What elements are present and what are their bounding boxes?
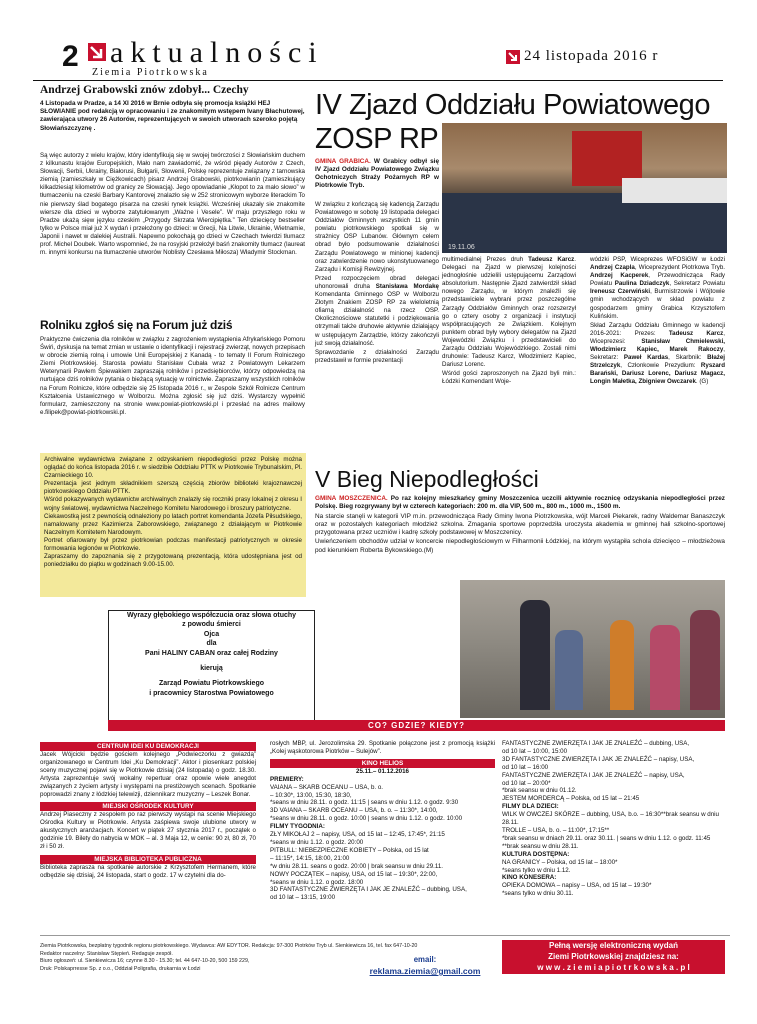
article-body-czechy bbox=[40, 152, 305, 258]
imprint-line: Ziemia Piotrkowska, bezpłatny tygodnik regionu piotrkowskiego. Wydawca: AW EDYTOR. Redakcja: 97-300 Piotrków Tryb ul. Sienkiewicza 16, tel. fax 647-10-20 bbox=[40, 943, 418, 949]
paragraph: Są więc autorzy z wielu krajów, który identyfikują się w swojej twórczości z Słowiańskim duchem z kilkunastu krajów Europejskich, Mało nam zawiadomić, że wśród pięady Autorów z Czech, Słowacji, Serbii, Ukrainy, Białorusi, Bułgarii, Słowenii, Polskę reprezentuje związany z tarnowska ziemią (zamieszkały w Ciężkowicach) pisarz Andrzej Grabowski, piotrkowianin (zamieszkujący kilkadziesiąt kilometrów od granicy ze Słowacją). Jego opowiadanie „Kłopot to za mało słowo” w tłumaczeniu na czeski Barbary Kantorovej znalazło się w 252 stronicowym wyborze literackim To nie pierwszy ślad bogatego pisarza na czeski rynek książki. Wcześniej ukazały sie znakomite wiersze dla dzieci w wyborze zatytułowanym „Ważne i Vesele”. W maju przyszłego roku w Pradze ukażą sięw języku czeskim „Przygody Skrzata Wiercipiętka.” Ten dziecięcy bestseller tylko w Polsce miał już X wydań i przełożony go dzieci: w Grecji, Na Litwie, Ukrainie, Wietnamie, Japonii i nawet w dalekiej Australii. Napewno pokochają go dzieci w Czechach twierdzi tłumacz prof. Michel Doubek. Warto wspomnieć, że na rosyjski przełożył baśń znakomity tłumacz (laureat m. innymi konkursu na tłumaczenie utworów Noblisty Czesława Miłosza) Władymir Stockman. bbox=[40, 152, 305, 257]
article-lead-zjazd bbox=[315, 158, 439, 190]
zjazd-photo bbox=[442, 123, 727, 253]
schedule-line: *seans tylko w dniu 1.12. bbox=[502, 866, 571, 874]
imprint-line: Biuro ogłoszeń: ul. Sienkiewicza 16; czynne 8.30 - 15.30; tel. 44 647-10-20, 500 159 229, bbox=[40, 958, 250, 964]
schedule-line: FANTASTYCZNE ZWIERZĘTA I JAK JE ZNALEŹĆ – dubbing, USA, bbox=[502, 740, 690, 747]
schedule-line: 3D VAIANA – SKARB OCEANU – USA, b. o. – 11:30*, 14:00, bbox=[270, 807, 438, 815]
events-column-2 bbox=[270, 740, 495, 902]
article-body-forum bbox=[40, 336, 305, 418]
paragraph: Archiwalne wydawnictwa związane z odzyskaniem niepodległości przez Polskę można oglądać do końca listopada 2016 r. w siedzibie Oddziału PTTK w Piotrkowie Trybunalskim, Pl. Czarnieckiego 10. bbox=[44, 456, 302, 480]
paragraph: GMINA MOSZCZENICA. Po raz kolejny mieszkańcy gminy Moszczenica uczcili aktywnie rocznicę odzyskania niepodległości przez Polskę. Bieg rozgrywany był w czterech kategoriach: 200 m. dla VIP, 500 m., 800 m., 1000 m., 1500 m. bbox=[315, 495, 726, 511]
condolence-line: Pani HALINY CABAN oraz całej Rodziny bbox=[145, 649, 278, 657]
article-lead-czechy: 4 Listopada w Pradze, a 14 XI 2016 w Brnie odbyła się promocja książki HEJ SŁOWIANIE pod redakcją w opracowaniu i ze znakomitym wstępem Ivany Błachutowej, zawierająca utwory 26 Autorów, reprezentujących w swoich utworach szeroko pojętą Słowiańszczyznę . bbox=[40, 100, 305, 132]
schedule-line: NOWY POCZĄTEK – napisy, USA, od 15 lat – 19:30*, 22:00, bbox=[270, 870, 438, 878]
paragraph: W związku z kończącą się kadencją Zarządu Powiatowego w sobotę 19 listopada delegaci Oddziałów Gminnych wszystkich 11 gmin powiatu piotrkowskiego spotkali się w strażnicy OSP Lubanów. Głównym celem obrad było podsumowanie działalności Zarządu Powiatowego w minionej kadencji oraz zatwierdzenie nowo ukonstytuowanego Zarządu i Komisji Rewizyjnej. bbox=[315, 201, 439, 273]
schedule-line: FANTASTYCZNE ZWIERZĘTA I JAK JE ZNALEŹĆ – napisy, USA, bbox=[502, 771, 685, 779]
paragraph: Ciekawostką jest z pewnością odnaleziony po latach portret komendanta Józefa Piłsudskiego, namalowany przez Kazimierza Zaborowskiego, związanego z działającym w Piotrkowie Naczelnym Komitetem Narodowym. bbox=[44, 512, 302, 536]
condolence-line: Wyrazy głębokiego współczucia oraz słowa otuchy bbox=[126, 612, 297, 619]
schedule-line: ZŁY MIKOŁAJ 2 – napisy, USA, od 15 lat – 12:45, 17:45*, 21:15 bbox=[270, 831, 445, 839]
kino-dates: 25.11.– 01.12.2016 bbox=[356, 767, 409, 775]
imprint-line: Druk: Polskaprresse Sp. z o.o., Oddział Poligrafia, drukarnia w Łodzi bbox=[40, 965, 201, 972]
paragraph: Wśród pokazywanych wydawnictw archiwalnych znalazły się roczniki prasy lokalnej z okresu I wojny światowej, wydawnictwa Naczelnego Komitetu Narodowego i broszury patriotyczne. bbox=[44, 496, 302, 512]
condolence-line: Zarząd Powiatu Piotrkowskiego bbox=[158, 680, 265, 688]
header-rule bbox=[33, 80, 723, 81]
paragraph: multimedialnej Prezes druh Tadeusz Karcz. Delegaci na Zjazd w pierwszej kolejności jednogłośnie udzielili ustępującemu Zarządowi absolutorium. Następnie Zjazd zatwierdził skład nowego Zarządu, w którym znaleźli się przedstawiciele wybrani przez poszczególne Zarządy Oddziałów Gminnych oraz rozszerzył go o cztery osoby z organizacji i instytucji współpracujących ze Związkiem. Kolejnym punktem obrad były wybory delegatów na Zjazd Wojewódzki Związku i przedstawicieli do Zarządu Oddziału Wojewódzkiego. Zostali nimi druhowie: Tadeusz Karcz, Włodzimierz Kapiec, Dariusz Lorenc. bbox=[442, 256, 576, 369]
condolence-line: dla bbox=[206, 640, 217, 648]
schedule-line: WILK W OWCZEJ SKÓRZE – dubbing, USA, b.o. – 16:30**brak seansu w dniu 28.11. bbox=[502, 811, 720, 827]
schedule-line: *seans w dniu 1.12. o godz. 18:00 bbox=[270, 878, 364, 886]
condolence-line: i pracownicy Starostwa Powiatowego bbox=[149, 689, 274, 697]
schedule-line: *seans w dniu 1.12. o godz. 20:00 bbox=[270, 838, 364, 846]
schedule-line: *seans w dniu 28.11. o godz. 11:15 | seans w dniu 1.12. o godz. 9:30 bbox=[270, 799, 459, 807]
article-title-zjazd: IV Zjazd Oddziału Powiatowego ZOSP RP bbox=[315, 89, 710, 155]
schedule-line: NA GRANICY – Polska, od 15 lat – 18:00* bbox=[502, 858, 618, 866]
website-link[interactable]: w w w . z i e m i a p i o t r k o w s k a . p l bbox=[537, 963, 690, 972]
paragraph: Na starcie stanęli w kategorii VIP m.in. przewodnicząca Rady Gminy Iwona Piotrzkowska, wójt Marceli Piekarek, radny Waldemar Banaszczyk oraz w pozostałych kategoriach młodzież szkolna. Zmagania sportowe poprzedziła uroczysta akademia w gminnej hali szkolno-sportowej przygotowana przez uczniów i kadrę szkoły podstawowej w Moszczenicy. bbox=[315, 512, 725, 537]
arrow-date-icon bbox=[506, 50, 520, 64]
article-body-bieg bbox=[315, 495, 725, 556]
schedule-line: VAIANA – SKARB OCEANU – USA, b. o. bbox=[270, 783, 384, 791]
schedule-line: od 10 lat – 10:00, 15:00 bbox=[502, 747, 568, 755]
paragraph: Zapraszamy do zapoznania się z przygotowaną prezentacją, która udostępniana jest od poniedziałku do piątku w godzinach 9.00-15.00. bbox=[44, 553, 302, 569]
masthead-subtitle: Ziemia Piotrkowska bbox=[92, 67, 209, 78]
article-title-forum: Rolniku zgłoś się na Forum już dziś bbox=[40, 318, 233, 332]
event-text: rosłych MBP, ul. Jerozolimska 29. Spotkanie połączone jest z promocją książki „Kolej wąskotorowa Piotrków – Sulejów”. bbox=[270, 740, 495, 755]
paragraph: Praktyczne ćwiczenia dla rolników w związku z zagrożeniem wystąpienia Afrykańskiego Pomoru Świń, dyskusja na temat zmian w ustawie o identyfikacji i rejestracji zwierząt, nowych przepisach w obrocie ziemią rolną i umowie Unii Europejskiej z Kanadą - to tematy II Forum Rolniczego Ziemi Piotrkowskiej. Starosta powiatu Stanisław Cubała wraz z Powiatowym Lekarzem Weterynarii Pawłem Śpiewakiem zapraszają rolników i przedsiębiorców, którzy odpowiedzą na nurtujące dziś rolników pytania o bieżącą sytuację w rolnictwie. Zapraszamy wszystkich rolników na Forum Rolnicze, które odbędzie się 25 listopada 2016 r., w Zespole Szkół Rolnicze Centrum Kształcenia Ustawicznego w Wolborzu. Można zgłosić się już dziś. Wystarczy wypełnić formularz, zamieszczony na stronie www.powiat-piotrkowski.pl i przesłać na adres mailowy e.filipek@powiat-piotrkowski.pl. bbox=[40, 336, 305, 416]
schedule-line: **brak seansu w dniu 28.11. bbox=[502, 842, 579, 850]
condolences-box bbox=[108, 610, 315, 722]
arrow-logo-icon bbox=[88, 43, 106, 61]
schedule-line: PITBULL: NIEBEZPIECZNE KOBIETY – Polska, od 15 lat bbox=[270, 846, 429, 854]
paragraph: Skład Zarządu Oddziału Gminnego w kadencji 2016-2021: Prezes: Tadeusz Karcz, Wiceprezesi: Stanisław Chmielewski, Włodzimierz Kapiec, Marek Rakoczy, Sekretarz: Paweł Kardas, Skarbnik: Błażej Strzelczyk, Członkowie Prezydium: Ryszard Barański, Dariusz Lorenc, Dariusz Magacz, Longin Małetka, Zbigniew Owczarek. (G) bbox=[590, 321, 726, 386]
issue-date: 24 listopada 2016 r bbox=[524, 48, 659, 64]
paragraph: Przed rozpoczęciem obrad delegaci uhonorowali druha Stanisława Mordakę Komendanta Gminnego OSP w Wolborzu Złotym Znakiem ZOSP RP za wieloletnią ofiarną działalność na rzecz OSP. Okolicznościowe statutetki i podziękowania otrzymali także druhowie aktywnie działający w ustępującym Zarządzie, którzy zakończyli już swoją działalność. bbox=[315, 274, 439, 347]
schedule-line: – 10:30*, 13:00, 15:30, 18:30, bbox=[270, 791, 352, 799]
paragraph: Wśród gości zaproszonych na Zjazd byli min.: Łódzki Komendant Woje- bbox=[442, 370, 576, 386]
email-link[interactable]: reklama.ziemia@gmail.com bbox=[369, 966, 481, 976]
schedule-line: 3D FANTASTYCZNE ZWIERZĘTA I JAK JE ZNALEŹĆ – dubbing, USA, bbox=[270, 886, 467, 894]
event-text: Andrzej Piaseczny z zespołem po raz pierwszy wystąpi na scenie Miejskiego Ośrodka Kultury w Piotrkowie. Artysta zaśpiewa swoje ulubione utwory w akustycznych aranżacjach. Koncert w piątek 27 stycznia 2017 r., początek o godzinie 19. Bilety do nabycia w MOK – al. 3 Maja 12, w cenie: 90 zł, 80 zł, 70 zł i 50 zł. bbox=[40, 811, 256, 851]
website-line: Ziemi Piotrkowskiej znajdziesz na: bbox=[548, 952, 679, 961]
article-col1-zjazd bbox=[315, 201, 439, 366]
schedule-line: od 10 lat – 16:00 bbox=[502, 763, 549, 771]
section-header-mbp: MIEJSKA BIBLIOTEKA PUBLICZNA bbox=[40, 855, 256, 864]
lead-text: W Grabicy odbył się IV Zjazd Oddziału Powiatowego Związku Ochotniczych Straży Pożarnych RP w Piotrkowie Tryb. bbox=[315, 158, 440, 190]
article-col2-zjazd bbox=[442, 256, 576, 388]
schedule-line: 3D FANTASTYCZNE ZWIERZĘTA I JAK JE ZNALEŹĆ – napisy, USA, bbox=[502, 755, 695, 763]
schedule-line: *brak seansu w dniu 01.12. bbox=[502, 787, 577, 795]
email-label: email: bbox=[413, 955, 437, 964]
page-number: 2 bbox=[62, 40, 79, 73]
event-text: Jacek Wójcicki będzie gościem kolejnego „Podwieczorku z gwiazdą” organizowanego w Centrum Idei „Ku Demokracji”. Aktor i piosenkarz polskiej sceny muzycznej pojawi się w Piotrkowie dzisiaj (24 listopada) o godz. 18.30. Artysta zaprezentuje swój wokalny repertuar oraz opowie wiele anegdot związanych z życiem artysty i występami na prestiżowych scenach. Spotkanie poprowadzi znany z łódzkiej telewizji, dziennikarz muzyczny – Leszek Bonar. bbox=[40, 751, 256, 798]
schedule-line: od 10 lat – 20:00* bbox=[502, 779, 551, 787]
paragraph: Portret ofiarowany był przez piotrkowian podczas manifestacji patriotycznych w okresie formowania legionów w Piotrkowie. bbox=[44, 536, 302, 553]
events-column-3 bbox=[502, 740, 725, 898]
schedule-line: PREMIERY: bbox=[270, 775, 304, 783]
section-header-ck: CENTRUM IDEI KU DEMOKRACJI bbox=[40, 742, 256, 751]
imprint-line: Redaktor naczelny: Stanisław Stępień. Redaguje zespół. bbox=[40, 950, 173, 957]
schedule-line: – 11:15*, 14:15, 18:00, 21:00 bbox=[270, 854, 350, 862]
article-title-bieg: V Bieg Niepodległości bbox=[315, 466, 539, 492]
lead-location: GMINA GRABICA. bbox=[315, 158, 371, 165]
schedule-line: *seans w dniu 28.11. o godz. 10:00 | seans w dniu 1.12. o godz. 10:00 bbox=[270, 815, 463, 823]
schedule-line: FILMY TYGODNIA: bbox=[270, 823, 325, 831]
paragraph: Uwieńczeniem obchodów udział w koncercie niepodległościowym w Filharmonii Łódzkiej, na którym wystąpiła schola dziecięco – młodzieżowa pod kierunkiem Roberta Bykowskiego.(M) bbox=[315, 538, 725, 554]
masthead-title: aktualności bbox=[110, 36, 324, 69]
footer-rule bbox=[40, 935, 730, 936]
paragraph: Prezentacja jest jednym składnikiem szerszą częścią zbiorów biblioteki krajoznawczej piotrkowskiego Oddziału PTTK. bbox=[44, 480, 302, 496]
condolence-line: z powodu śmierci bbox=[182, 621, 241, 629]
website-box bbox=[502, 940, 725, 974]
schedule-line: KULTURA DOSTĘPNA: bbox=[502, 850, 570, 858]
schedule-line: *seans tylko w dniu 30.11. bbox=[502, 890, 574, 898]
schedule-line: KINO KONESERA: bbox=[502, 874, 557, 882]
schedule-line: FILMY DLA DZIECI: bbox=[502, 803, 559, 811]
condolence-line: Ojca bbox=[203, 630, 220, 638]
section-header-kino: KINO HELIOS bbox=[270, 759, 495, 768]
events-bar-label: CO? GDZIE? KIEDY? bbox=[368, 721, 465, 730]
archive-notice-box bbox=[40, 453, 306, 597]
section-header-mok: MIEJSKI OŚRODEK KULTURY bbox=[40, 802, 256, 811]
event-text: Biblioteka zaprasza na spotkanie autorskie z Krzysztofem Hermanem, które odbędzie się dzisiaj, 24 listopada, start o godz. 17 w czytelni dla do- bbox=[40, 863, 256, 879]
paragraph: Sprawozdanie z działalności Zarządu przedstawił w formie prezentacji bbox=[315, 348, 439, 364]
photo-date-stamp: 19.11.06 bbox=[448, 244, 475, 251]
bieg-photo bbox=[460, 580, 725, 718]
schedule-line: *w dniu 28.11. seans o godz. 20:00 | brak seansu w dniu 29.11. bbox=[270, 862, 444, 870]
article-title-czechy: Andrzej Grabowski znów zdobył... Czechy bbox=[40, 84, 249, 96]
website-line: Pełną wersję elektroniczną wydań bbox=[549, 941, 678, 950]
condolence-line: kierują bbox=[200, 665, 223, 673]
schedule-line: OPIEKA DOMOWA – napisy – USA, od 15 lat – 19:30* bbox=[502, 882, 652, 890]
events-column-1 bbox=[40, 742, 256, 880]
schedule-line: TROLLE – USA, b. o. – 11:00*, 17:15** bbox=[502, 826, 610, 834]
schedule-line: od 10 lat – 13:15, 19:00 bbox=[270, 894, 336, 902]
schedule-line: JESTEM MORDERCĄ – Polska, od 15 lat – 21:45 bbox=[502, 795, 640, 803]
schedule-line: *brak seansu w dniach 29.11. oraz 30.11. | seans w dniu 1.12. o godz. 11:45 bbox=[502, 834, 711, 842]
article-col3-zjazd bbox=[590, 256, 725, 388]
paragraph: wódzki PSP, Wiceprezes WFOSiGW w Łodzi Andrzej Czapla, Wiceprezydent Piotrkowa Tryb. Andrzej Kacperek, Przewodnicząca Rady Powiatu Paulina Dziadczyk, Sekretarz Powiatu Ireneusz Czerwiński, Burmistrzowie i Wójtowie gmin wchodzących w skład powiatu z gospodarzem gminy Grabica Krzysztofem Kulińskim. bbox=[590, 256, 726, 320]
